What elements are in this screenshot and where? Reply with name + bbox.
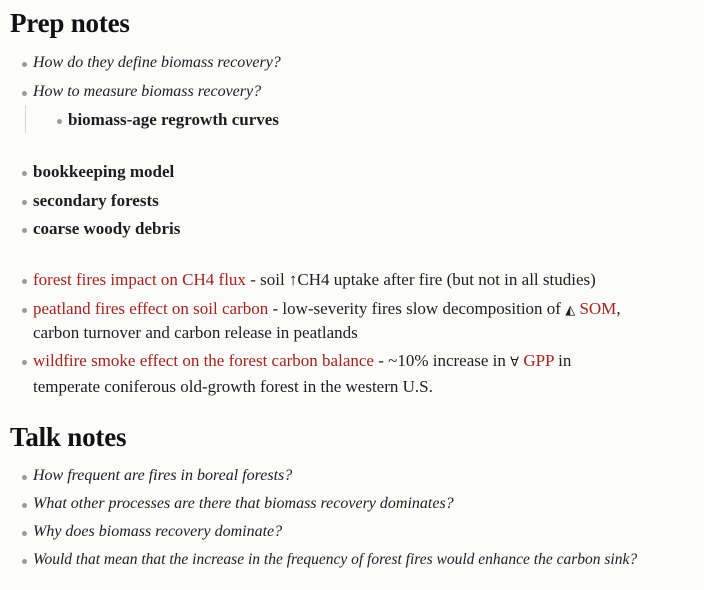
question-text: Would that mean that the increase in the frequency of forest fires would enhance the carbon sink?: [33, 551, 638, 568]
bullet-icon: [22, 228, 27, 233]
question-text: How frequent are fires in boreal forests?: [33, 467, 293, 484]
page-ref-link[interactable]: GPP: [523, 351, 554, 370]
bullet-icon: [57, 119, 62, 124]
question-text: How to measure biomass recovery?: [33, 83, 262, 100]
item-text: biomass-age regrowth curves: [68, 110, 279, 129]
page-link[interactable]: forest fires impact on CH4 flux: [33, 270, 246, 289]
item-text: coarse woody debris: [33, 219, 181, 238]
item-text: - low-severity fires slow decomposition of: [268, 299, 566, 318]
question-text: How do they define biomass recovery?: [33, 54, 281, 71]
question-text: What other processes are there that biomass recovery dominates?: [33, 495, 454, 512]
question-text: Why does biomass recovery dominate?: [33, 523, 283, 540]
item-text: - soil ↑CH4 uptake after fire (but not in all studies): [245, 270, 596, 289]
forall-icon: ∀: [510, 355, 520, 370]
bullet-icon: [22, 308, 27, 313]
item-content: [33, 349, 571, 375]
item-text: bookkeeping model: [33, 162, 175, 181]
bullet-icon: [22, 279, 27, 284]
bullet-icon: [22, 503, 27, 508]
item-content: [33, 297, 621, 323]
bullet-icon: [22, 171, 27, 176]
item-text: secondary forests: [33, 191, 159, 210]
indent-guide: [25, 105, 26, 133]
page-link[interactable]: wildfire smoke effect on the forest carbon balance: [33, 351, 374, 370]
bullet-icon: [22, 559, 27, 564]
bullet-icon: [22, 360, 27, 365]
bullet-icon: [22, 531, 27, 536]
bullet-icon: [22, 475, 27, 480]
prep-notes-heading: Prep notes: [10, 8, 130, 38]
bullet-icon: [22, 200, 27, 205]
item-text: in: [553, 351, 572, 370]
triangle-icon: ◭: [565, 303, 576, 318]
item-text: carbon turnover and carbon release in peatlands: [33, 323, 358, 342]
talk-notes-heading: Talk notes: [10, 422, 127, 452]
page-ref-link[interactable]: SOM: [579, 299, 617, 318]
bullet-icon: [22, 91, 27, 96]
item-content: [33, 268, 596, 292]
page-link[interactable]: peatland fires effect on soil carbon: [33, 299, 269, 318]
item-text: ,: [616, 299, 621, 318]
item-text: temperate coniferous old-growth forest in the western U.S.: [33, 377, 433, 396]
item-text: - ~10% increase in: [373, 351, 511, 370]
bullet-icon: [22, 62, 27, 67]
